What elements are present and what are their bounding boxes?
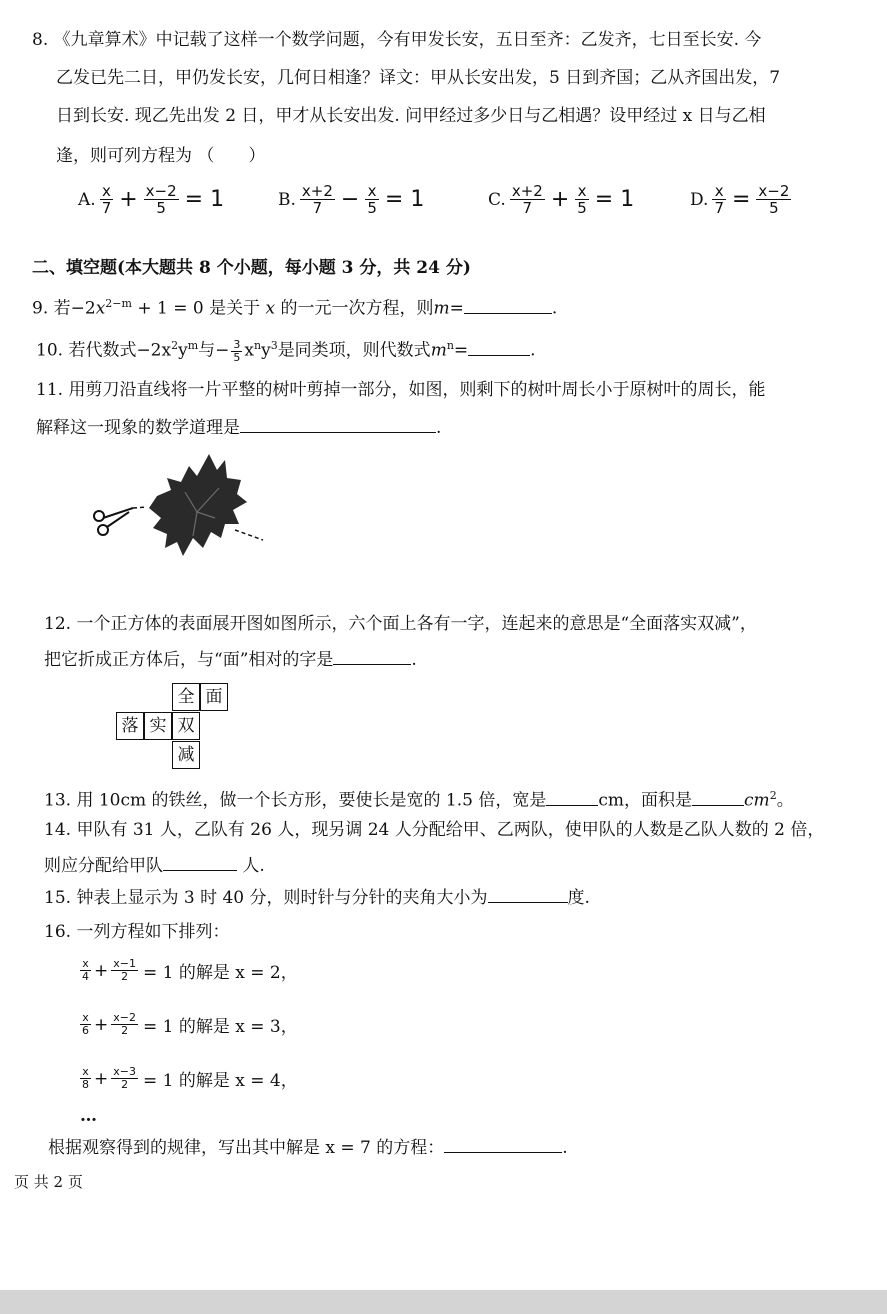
q14-line-1: 14. 甲队有 31 人，乙队有 26 人，现另调 24 人分配给甲、乙两队，使甲队的人数是乙队人数的 2 倍， xyxy=(44,820,825,840)
net-cell-luo: 落 xyxy=(116,712,144,740)
q8-option-b[interactable] xyxy=(278,183,426,216)
fraction: $\frac{x+2}{7}$ xyxy=(511,182,543,217)
fraction: $\frac{x-2}{2}$ xyxy=(113,1011,136,1037)
operator: = xyxy=(731,187,751,212)
fraction: $\frac{x}{5}$ xyxy=(367,182,377,217)
net-cell-jian: 减 xyxy=(172,741,200,769)
net-cell-quan: 全 xyxy=(172,683,200,711)
option-label: C. xyxy=(488,189,506,210)
fraction: $\frac{3}{5}$ xyxy=(233,337,241,364)
operator: + xyxy=(550,187,570,212)
fraction: $\frac{x}{7}$ xyxy=(714,182,724,217)
q8-option-a[interactable] xyxy=(78,183,226,216)
q16-equation-1: $\frac{x}{4}$ + $\frac{x-1}{2}$ = 1 的解是 x = 2， xyxy=(82,957,298,983)
scissors-icon xyxy=(94,507,147,535)
q16-title: 16. 一列方程如下排列： xyxy=(44,922,230,942)
fraction: $\frac{x}{6}$ xyxy=(82,1011,89,1037)
q10: 10. 若代数式$-2x^2y^m$与− $\frac{3}{5}$ $x^ny^3$是同类项，则代数式$m^n=$ . xyxy=(36,337,536,364)
q14-line-2: 则应分配给甲队 人. xyxy=(44,852,265,878)
fraction: $\frac{x}{8}$ xyxy=(82,1065,89,1091)
q16-last: 根据观察得到的规律，写出其中解是 x = 7 的方程： . xyxy=(48,1134,568,1160)
fraction: $\frac{x-1}{2}$ xyxy=(113,957,136,983)
q14-answer-blank[interactable] xyxy=(163,852,237,871)
fraction: $\frac{x}{5}$ xyxy=(577,182,587,217)
q12-line-1: 12. 一个正方体的表面展开图如图所示，六个面上各有一字，连起来的意思是“全面落实双减”， xyxy=(44,614,757,634)
operator: + xyxy=(119,187,138,212)
q16-ellipsis: … xyxy=(80,1106,97,1126)
fraction: $\frac{x+2}{7}$ xyxy=(301,182,333,217)
net-cell-mian: 面 xyxy=(200,683,228,711)
equation-rhs: = 1 xyxy=(594,187,635,212)
q11-answer-blank[interactable] xyxy=(240,414,436,433)
q8-option-d[interactable] xyxy=(690,183,793,216)
q11-line-1: 11. 用剪刀沿直线将一片平整的树叶剪掉一部分，如图，则剩下的树叶周长小于原树叶的周长，能 xyxy=(36,380,766,400)
option-label: B. xyxy=(278,189,296,210)
option-label: A. xyxy=(78,189,96,210)
cube-net xyxy=(116,683,236,773)
q15-answer-blank[interactable] xyxy=(488,884,568,903)
q16-equation-2: $\frac{x}{6}$ + $\frac{x-2}{2}$ = 1 的解是 x = 3， xyxy=(82,1011,298,1037)
q10-answer-blank[interactable] xyxy=(468,337,530,356)
operator: − xyxy=(340,187,360,212)
section-heading: 二、填空题(本大题共 8 个小题，每小题 3 分，共 24 分) xyxy=(32,258,471,278)
fraction: $\frac{x-2}{5}$ xyxy=(145,182,177,217)
option-label: D. xyxy=(690,189,709,210)
q13-width-blank[interactable] xyxy=(546,787,598,806)
fraction: $\frac{x-2}{5}$ xyxy=(758,182,790,217)
net-cell-shuang: 双 xyxy=(172,712,200,740)
q16-equation-3: $\frac{x}{8}$ + $\frac{x-3}{2}$ = 1 的解是 x = 4， xyxy=(82,1065,298,1091)
q13-area-blank[interactable] xyxy=(692,787,744,806)
page-footer: 页 共 2 页 xyxy=(14,1173,83,1191)
fraction: $\frac{x-3}{2}$ xyxy=(113,1065,136,1091)
net-cell-shi: 实 xyxy=(144,712,172,740)
q9-answer-blank[interactable] xyxy=(464,295,552,314)
q8-option-c[interactable] xyxy=(488,183,636,216)
q12-line-2: 把它折成正方体后，与“面”相对的字是 . xyxy=(44,646,417,672)
bottom-bar xyxy=(0,1290,887,1314)
fraction: $\frac{x}{7}$ xyxy=(101,182,112,217)
q15: 15. 钟表上显示为 3 时 40 分，则时针与分针的夹角大小为 度. xyxy=(44,884,590,910)
q12-answer-blank[interactable] xyxy=(333,646,411,665)
equation-rhs: = 1 xyxy=(184,187,225,212)
q9: 9. 若$-2x^{2-m} + 1 = 0$ 是关于 x 的一元一次方程，则m= . xyxy=(32,292,557,321)
q8-line-1: 8. 《九章算术》中记载了这样一个数学问题，今有甲发长安，五日至齐：乙发齐，七日至长安. 今 xyxy=(32,30,762,50)
q8-line-3: 日到长安. 现乙先出发 2 日，甲才从长安出发. 问甲经过多少日与乙相遇？设甲经过 x 日与乙相 xyxy=(56,106,766,126)
equation-rhs: = 1 xyxy=(384,187,425,212)
maple-leaf-icon xyxy=(149,454,247,556)
q11-line-2: 解释这一现象的数学道理是 . xyxy=(36,414,441,440)
q8-line-2: 乙发已先二日，甲仍发长安，几何日相逢？译文：甲从长安出发，5 日到齐国；乙从齐国出发，7 xyxy=(56,68,781,88)
leaf-figure xyxy=(85,452,265,572)
q8-line-4: 逢，则可列方程为 （ ） xyxy=(56,146,266,166)
q16-answer-blank[interactable] xyxy=(444,1134,562,1153)
q13: 13. 用 10cm 的铁丝，做一个长方形，要使长是宽的 1.5 倍，宽是 cm，面积是 $cm^2$。 xyxy=(44,784,794,813)
fraction: $\frac{x}{4}$ xyxy=(82,957,89,983)
